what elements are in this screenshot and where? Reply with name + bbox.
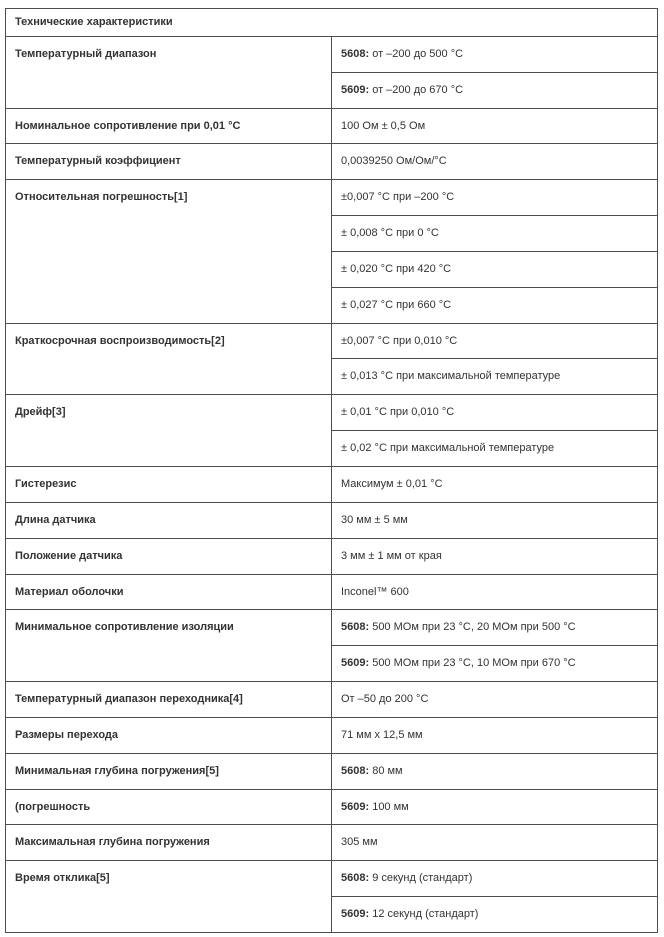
model-number-prefix: 5609:: [341, 800, 370, 813]
spec-label: Минимальная глубина погружения[5]: [6, 753, 332, 789]
spec-value: 0,0039250 Ом/Ом/°C: [332, 144, 658, 180]
table-row: [6, 574, 658, 610]
table-row: [6, 610, 658, 646]
spec-label: Краткосрочная воспроизводимость[2]: [6, 323, 332, 395]
spec-value: 30 мм ± 5 мм: [332, 502, 658, 538]
table-row: [6, 861, 658, 897]
model-number-prefix: 5609:: [341, 657, 370, 670]
spec-label: Относительная погрешность[1]: [6, 180, 332, 323]
spec-value-text: от –200 до 670 °C: [369, 83, 464, 96]
model-number-prefix: 5609:: [341, 908, 370, 921]
spec-value: От –50 до 200 °C: [332, 682, 658, 718]
table-row: [6, 717, 658, 753]
spec-value: [332, 646, 658, 682]
spec-value: 305 мм: [332, 825, 658, 861]
model-number-prefix: 5608:: [341, 47, 370, 60]
spec-value: ± 0,02 °C при максимальной температуре: [332, 431, 658, 467]
model-number-prefix: 5608:: [341, 621, 370, 634]
spec-table: [5, 8, 658, 933]
spec-label: Дрейф[3]: [6, 395, 332, 467]
spec-value-text: 9 секунд (стандарт): [369, 872, 473, 885]
spec-table-head: [6, 9, 658, 37]
table-title: Технические характеристики: [6, 9, 658, 37]
spec-value: ± 0,013 °C при максимальной температуре: [332, 359, 658, 395]
spec-value: ±0,007 °C при –200 °C: [332, 180, 658, 216]
table-row: [6, 108, 658, 144]
spec-value: [332, 753, 658, 789]
spec-value: [332, 897, 658, 933]
table-row: [6, 180, 658, 216]
spec-value: ± 0,020 °C при 420 °C: [332, 251, 658, 287]
table-header-row: [6, 9, 658, 37]
spec-value-text: 500 МОм при 23 °C, 10 МОм при 670 °C: [369, 657, 576, 670]
spec-table-body: [6, 36, 658, 932]
table-row: [6, 466, 658, 502]
spec-label: Гистерезис: [6, 466, 332, 502]
table-row: [6, 36, 658, 72]
spec-label: Максимальная глубина погружения: [6, 825, 332, 861]
spec-value: [332, 36, 658, 72]
spec-value: ± 0,01 °C при 0,010 °C: [332, 395, 658, 431]
spec-label: Длина датчика: [6, 502, 332, 538]
model-number-prefix: 5609:: [341, 83, 370, 96]
spec-value: [332, 72, 658, 108]
spec-value: Inconel™ 600: [332, 574, 658, 610]
spec-label: Время отклика[5]: [6, 861, 332, 933]
spec-value: Максимум ± 0,01 °C: [332, 466, 658, 502]
spec-value-text: 100 мм: [369, 800, 409, 813]
spec-label: Температурный коэффициент: [6, 144, 332, 180]
table-row: [6, 789, 658, 825]
spec-value: [332, 610, 658, 646]
spec-label: Минимальное сопротивление изоляции: [6, 610, 332, 682]
spec-label: Материал оболочки: [6, 574, 332, 610]
spec-value: ± 0,027 °C при 660 °C: [332, 287, 658, 323]
spec-value: ± 0,008 °C при 0 °C: [332, 216, 658, 252]
spec-value: 3 мм ± 1 мм от края: [332, 538, 658, 574]
spec-value: ±0,007 °C при 0,010 °C: [332, 323, 658, 359]
spec-value-text: от –200 до 500 °C: [369, 47, 464, 60]
table-row: [6, 502, 658, 538]
model-number-prefix: 5608:: [341, 872, 370, 885]
spec-label: Температурный диапазон переходника[4]: [6, 682, 332, 718]
spec-value: [332, 861, 658, 897]
table-row: [6, 323, 658, 359]
spec-value: 71 мм x 12,5 мм: [332, 717, 658, 753]
spec-label: Температурный диапазон: [6, 36, 332, 108]
spec-label: Номинальное сопротивление при 0,01 °C: [6, 108, 332, 144]
spec-value-text: 80 мм: [369, 764, 403, 777]
table-row: [6, 825, 658, 861]
model-number-prefix: 5608:: [341, 764, 370, 777]
table-row: [6, 144, 658, 180]
table-row: [6, 753, 658, 789]
spec-value: 100 Ом ± 0,5 Ом: [332, 108, 658, 144]
spec-value-text: 500 МОм при 23 °C, 20 МОм при 500 °C: [369, 621, 576, 634]
table-row: [6, 682, 658, 718]
spec-value: [332, 789, 658, 825]
spec-value-text: 12 секунд (стандарт): [369, 908, 479, 921]
table-row: [6, 538, 658, 574]
spec-label: (погрешность: [6, 789, 332, 825]
spec-label: Размеры перехода: [6, 717, 332, 753]
table-row: [6, 395, 658, 431]
spec-label: Положение датчика: [6, 538, 332, 574]
